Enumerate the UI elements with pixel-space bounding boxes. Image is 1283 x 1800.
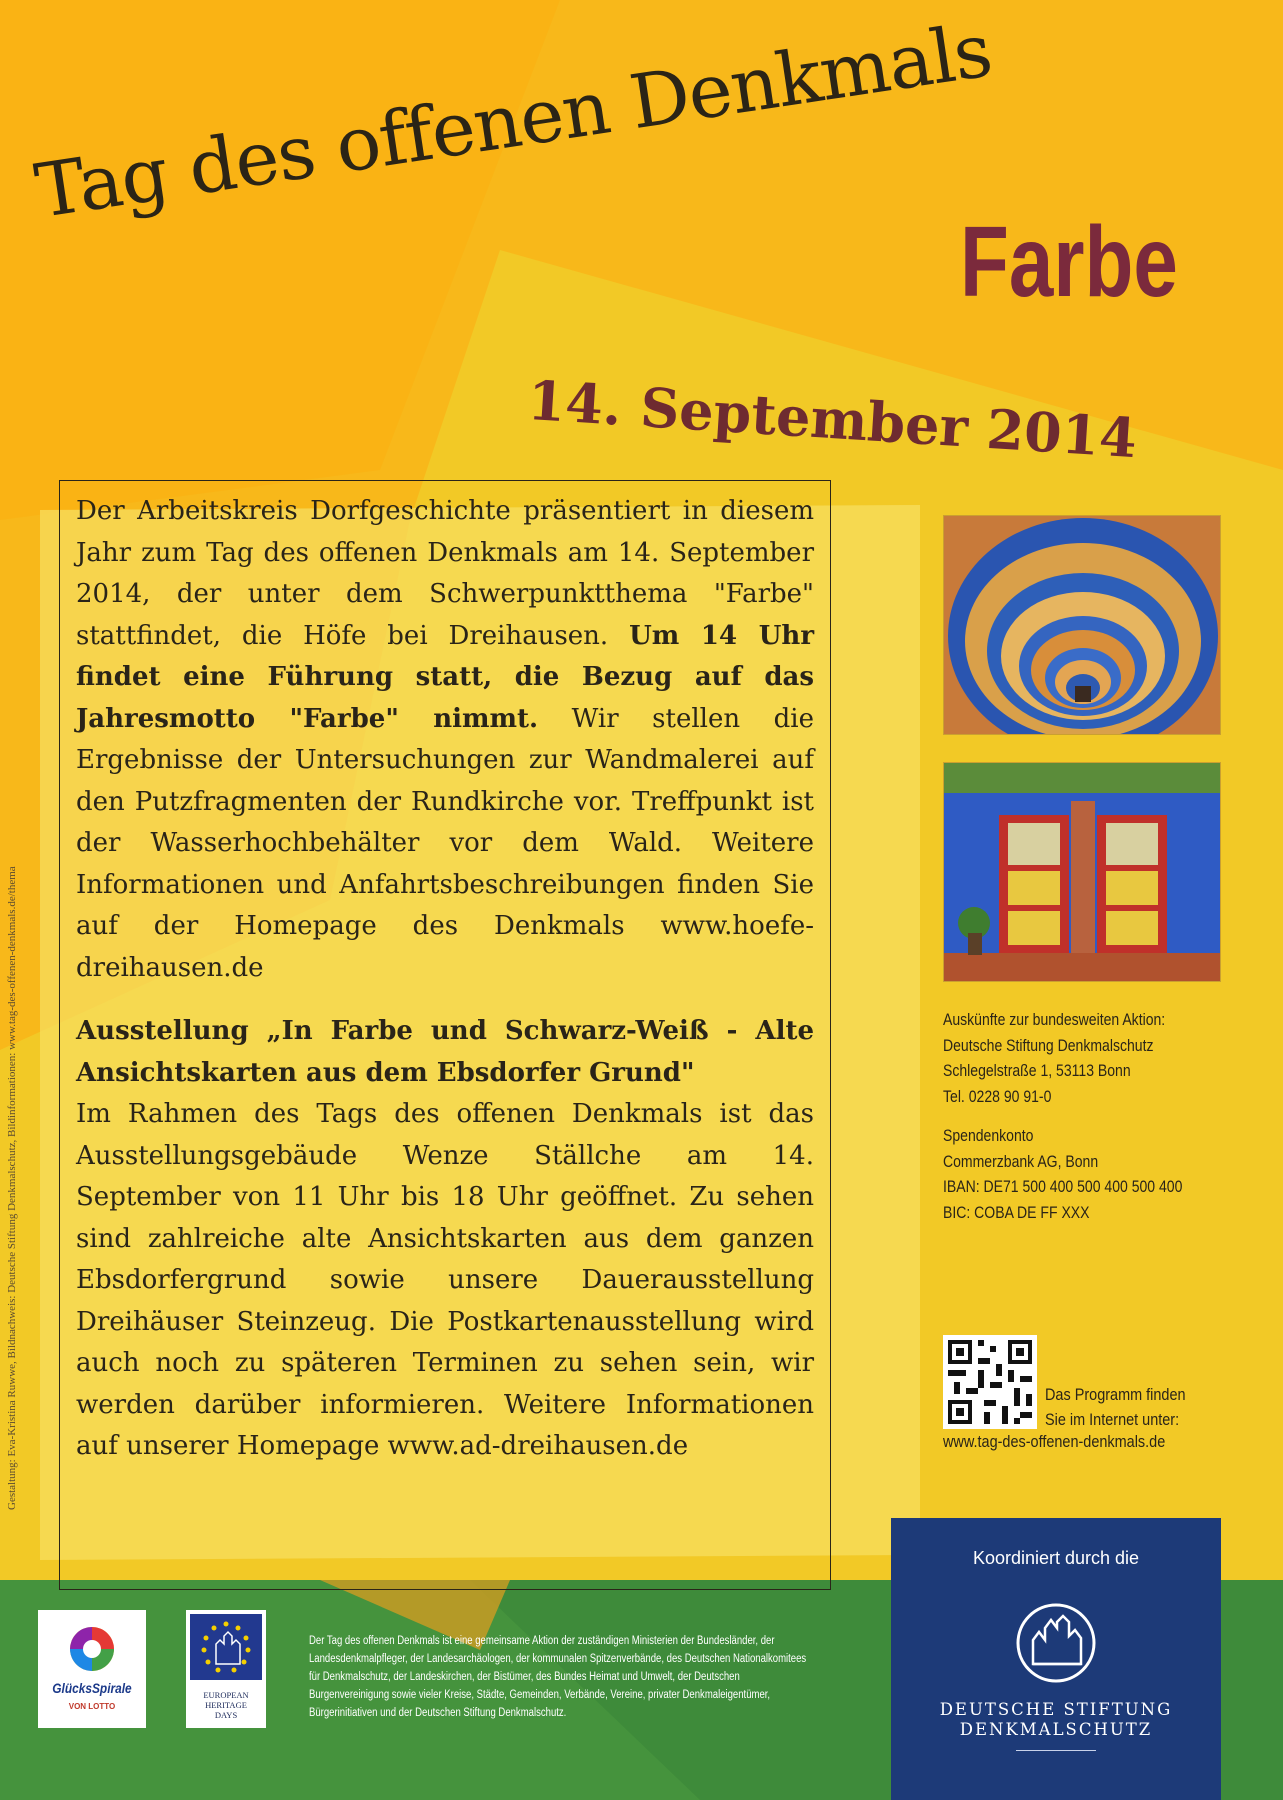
program-line-1: Das Programm finden	[1045, 1385, 1186, 1404]
eu-flag-icon	[190, 1614, 262, 1680]
poster-title: Tag des offenen Denkmals	[30, 7, 997, 236]
program-note	[1045, 1382, 1258, 1432]
dsd-logo-icon	[1015, 1602, 1097, 1684]
main-text-box	[59, 480, 831, 1590]
footer-text: Der Tag des offenen Denkmals ist eine gemeinsame Aktion der zuständigen Ministerien der Bundesländer, der Landesdenkmalpfleger, der Landesarchäologen, der kommunalen Spitzenverbände, des Deutschen Nationalkomitees für Denkmalschutz, der Landeskirchen, der Bistümer, des Bundes Heimat und Umwelt, der Deutschen Burgenvereinigung sowie vieler Kreise, Städte, Gemeinden, Verbände, Vereine, privater Denkmaleigentümer, Bürgerinitiativen und der Deutschen Stiftung Denkmalschutz.	[309, 1635, 807, 1719]
motto-text: Farbe	[960, 206, 1178, 318]
info-line: Auskünfte zur bundesweiten Aktion:	[943, 1011, 1166, 1029]
intro-text-b: Wir stellen die Ergebnisse der Untersuchungen zur Wandmalerei auf den Putzfragmenten der Rundkirche vor. Treffpunkt ist der Wasserhochbehälter vor dem Wald. Weitere Informationen und Anfahrtsbeschreibungen finden Sie auf der Homepage des Denkmals www.hoefe-dreihausen.de	[76, 703, 814, 983]
donation-line: Spendenkonto	[943, 1127, 1034, 1145]
ehd-line-1: EUROPEAN	[203, 1690, 249, 1700]
european-heritage-days-logo	[186, 1610, 266, 1728]
door-photo	[943, 762, 1221, 982]
coordinated-by: Koordiniert durch die	[972, 1548, 1140, 1568]
gluecksspirale-logo	[38, 1610, 146, 1728]
intro-paragraph	[76, 491, 814, 989]
dsd-name	[891, 1700, 1221, 1740]
dsd-name-line-1: DEUTSCHE STIFTUNG	[939, 1700, 1173, 1719]
donation-line: Commerzbank AG, Bonn	[943, 1152, 1099, 1171]
event-date: 14. September 2014	[525, 368, 1139, 471]
program-line-2: Sie im Internet unter:	[1045, 1410, 1180, 1429]
donation-line: BIC: COBA DE FF XXX	[943, 1203, 1090, 1222]
gluecksspirale-name: GlücksSpirale	[52, 1680, 132, 1696]
gluecksspirale-swirl-icon	[67, 1624, 117, 1674]
contact-info	[943, 1008, 1224, 1226]
exhibition-paragraph: Im Rahmen des Tags des offenen Denkmals ist das Ausstellungsgebäude Wenze Ställche am 14. September von 11 Uhr bis 18 Uhr geöffnet. Zu sehen sind zahlreiche alte Ansichtskarten aus dem ganzen Ebsdorfergrund sowie unsere Dauerausstellung Dreihäuser Steinzeug. Die Postkartenausstellung wird auch noch zu späteren Terminen zu sehen sein, wir werden darüber informieren. Weitere Informationen auf unserer Homepage www.ad-dreihausen.de	[76, 1099, 814, 1461]
donation-line: IBAN: DE71 500 400 500 400 500 400	[943, 1178, 1183, 1196]
program-url[interactable]: www.tag-des-offenen-denkmals.de	[943, 1432, 1166, 1451]
dsd-box	[891, 1518, 1221, 1800]
qr-code-icon[interactable]	[943, 1335, 1037, 1429]
ehd-text	[186, 1690, 266, 1720]
info-line: Tel. 0228 90 91-0	[943, 1087, 1052, 1106]
side-credit: Gestaltung: Eva-Kristina Ruwwe, Bildnachweis: Deutsche Stiftung Denkmalschutz, Bildinformationen: www.tag-des-offenen-denkmals.de/thema	[6, 866, 18, 1510]
ehd-line-3: DAYS	[214, 1710, 238, 1720]
exhibition-heading: Ausstellung „In Farbe und Schwarz-Weiß - Alte Ansichtskarten aus dem Ebsdorfer Grund"	[76, 1016, 814, 1088]
dsd-name-line-2: DENKMALSCHUTZ	[959, 1720, 1153, 1739]
info-line: Schlegelstraße 1, 53113 Bonn	[943, 1062, 1131, 1080]
stairwell-photo	[943, 515, 1221, 735]
intro-text-bold: Um 14 Uhr findet eine Führung statt, die Bezug auf das Jahresmotto "Farbe" nimmt.	[76, 620, 815, 734]
gluecksspirale-sub: VON LOTTO	[68, 1702, 116, 1711]
info-line: Deutsche Stiftung Denkmalschutz	[943, 1036, 1154, 1055]
ehd-line-2: HERITAGE	[205, 1700, 247, 1710]
dsd-divider	[1016, 1750, 1096, 1751]
intro-text-a: Der Arbeitskreis Dorfgeschichte präsentiert in diesem Jahr zum Tag des offenen Denkmals am 14. September 2014, der unter dem Schwerpunktthema "Farbe" stattfindet, die Höfe bei Dreihausen.	[76, 496, 814, 651]
